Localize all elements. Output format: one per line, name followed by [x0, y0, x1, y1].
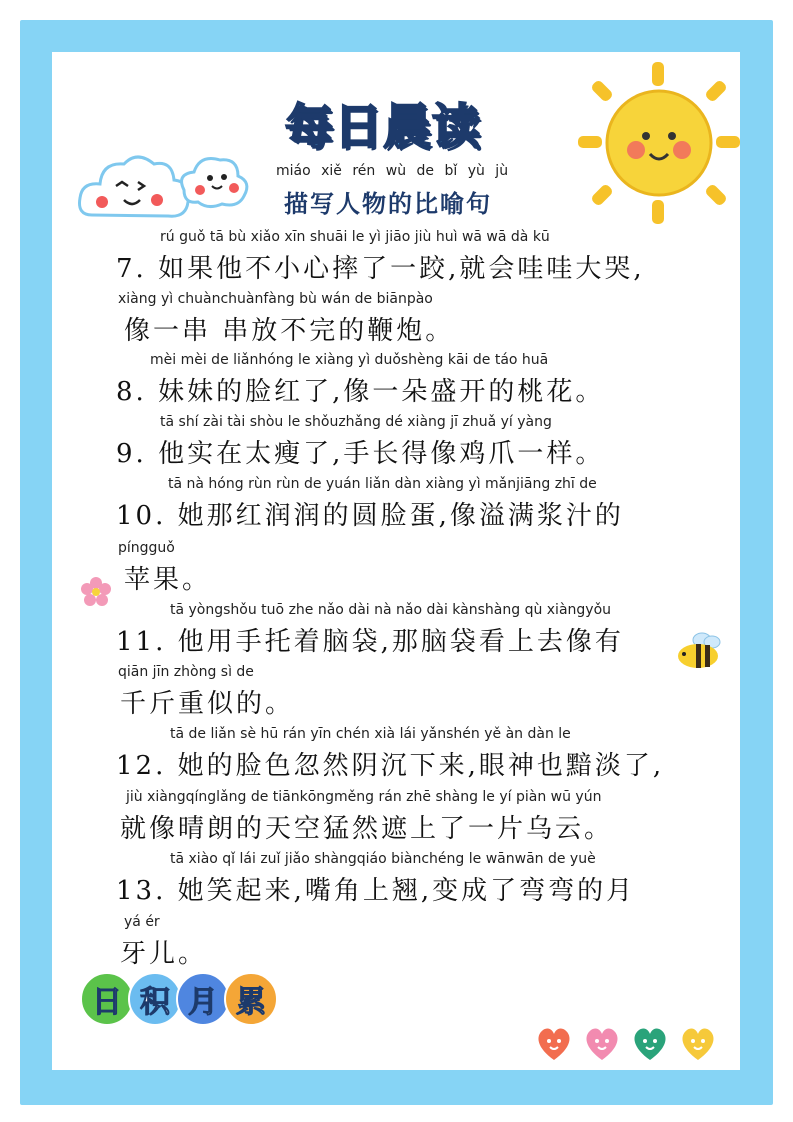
pinyin-line: yá ér [124, 914, 160, 930]
subtitle-pinyin: miáo xiě rén wù de bǐ yù jù [276, 163, 509, 179]
banner-char: 累 [224, 972, 278, 1026]
banner-char: 日 [80, 972, 134, 1026]
heart-icon [629, 1022, 671, 1064]
pinyin-line: xiàng yì chuànchuànfàng bù wán de biānpào [118, 291, 433, 307]
sentence-line: 11. 他用手托着脑袋,那脑袋看上去像有 [116, 627, 624, 657]
heart-icon [533, 1022, 575, 1064]
sentence-line: 像一串 串放不完的鞭炮。 [124, 316, 455, 346]
sentence-line: 9. 他实在太瘦了,手长得像鸡爪一样。 [116, 439, 605, 469]
banner [80, 972, 272, 1028]
bee-icon [672, 630, 724, 672]
sentence-line: 苹果。 [124, 565, 212, 595]
heart-icon [677, 1022, 719, 1064]
pinyin-line: píngguǒ [118, 540, 175, 556]
page-title: 每日晨读 [285, 99, 482, 155]
sentence-line: 就像晴朗的天空猛然遮上了一片乌云。 [120, 814, 614, 844]
banner-char: 月 [176, 972, 230, 1026]
pinyin-line: tā xiào qǐ lái zuǐ jiǎo shàngqiáo biànchéng le wānwān de yuè [170, 851, 596, 867]
pinyin-line: mèi mèi de liǎnhóng le xiàng yì duǒshèng kāi de táo huā [150, 352, 549, 368]
sentence-line: 13. 她笑起来,嘴角上翘,变成了弯弯的月 [116, 876, 636, 906]
sentence-line: 10. 她那红润润的圆脸蛋,像溢满浆汁的 [116, 501, 624, 531]
banner-char: 积 [128, 972, 182, 1026]
sentence-line: 7. 如果他不小心摔了一跤,就会哇哇大哭, [116, 254, 645, 284]
pinyin-line: tā de liǎn sè hū rán yīn chén xià lái yǎnshén yě àn dàn le [170, 726, 571, 742]
pinyin-line: tā nà hóng rùn rùn de yuán liǎn dàn xiàng yì mǎnjiāng zhī de [168, 476, 597, 492]
flower-icon [80, 576, 112, 608]
sentence-line: 千斤重似的。 [120, 689, 295, 719]
pinyin-line: qiān jīn zhòng sì de [118, 664, 254, 680]
cloud-icon [72, 130, 252, 240]
pinyin-line: jiù xiàngqínglǎng de tiānkōngměng rán zhē shàng le yí piàn wū yún [126, 789, 602, 805]
heart-icon [581, 1022, 623, 1064]
hearts-row [533, 1022, 719, 1064]
sentence-line: 牙儿。 [120, 939, 208, 969]
sentence-line: 12. 她的脸色忽然阴沉下来,眼神也黯淡了, [116, 751, 665, 781]
pinyin-line: tā shí zài tài shòu le shǒuzhǎng dé xiàng jī zhuǎ yí yàng [160, 414, 552, 430]
sentence-line: 8. 妹妹的脸红了,像一朵盛开的桃花。 [116, 377, 605, 407]
sun-icon [574, 58, 744, 228]
subtitle: 描写人物的比喻句 [284, 189, 492, 218]
pinyin-line: tā yòngshǒu tuō zhe nǎo dài nà nǎo dài kànshàng qù xiàngyǒu [170, 602, 612, 618]
pinyin-line: rú guǒ tā bù xiǎo xīn shuāi le yì jiāo jiù huì wā wā dà kū [160, 229, 550, 245]
